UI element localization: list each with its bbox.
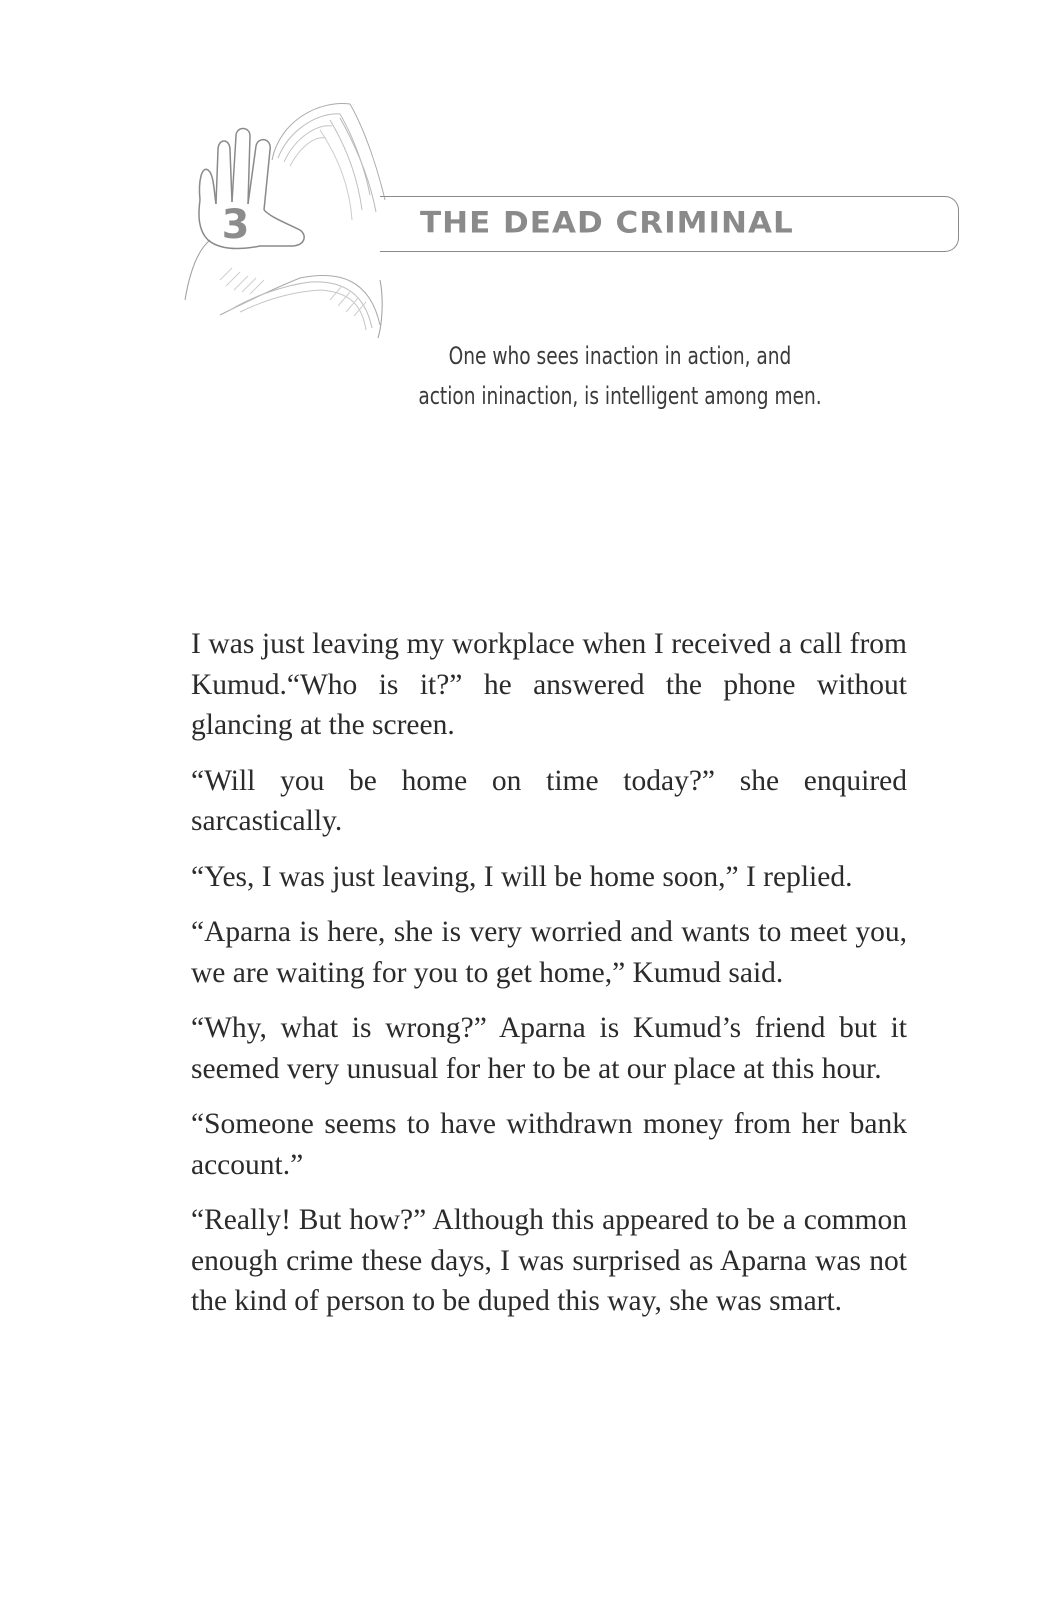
chapter-number: 3: [221, 202, 249, 248]
paragraph: “Will you be home on time today?” she enquired sarcastically.: [191, 764, 907, 837]
paragraph: “Someone seems to have withdrawn money from her bank account.”: [191, 1108, 907, 1181]
chapter-title: THE DEAD CRIMINAL: [420, 205, 794, 241]
epigraph-line: One who sees inaction in action, and: [448, 342, 792, 370]
paragraph: “Yes, I was just leaving, I will be home soon,” I replied.: [191, 860, 853, 893]
chapter-body: [191, 624, 907, 1337]
paragraph: “Really! But how?” Although this appeared to be a common enough crime these days, I was surprised as Aparna was not the kind of person to be duped this way, she was smart.: [191, 1204, 907, 1317]
paragraph: “Aparna is here, she is very worried and wants to meet you, we are waiting for you to get home,” Kumud said.: [191, 916, 907, 989]
epigraph-line: action ininaction, is intelligent among men.: [418, 382, 822, 410]
paragraph: I was just leaving my workplace when I received a call from Kumud.“Who is it?” he answered the phone without glancing at the screen.: [191, 628, 907, 741]
chapter-header: [0, 0, 1050, 440]
paragraph: “Why, what is wrong?” Aparna is Kumud’s friend but it seemed very unusual for her to be at our place at this hour.: [191, 1012, 907, 1085]
hand-stop-icon: [180, 100, 400, 340]
epigraph: [396, 336, 843, 416]
